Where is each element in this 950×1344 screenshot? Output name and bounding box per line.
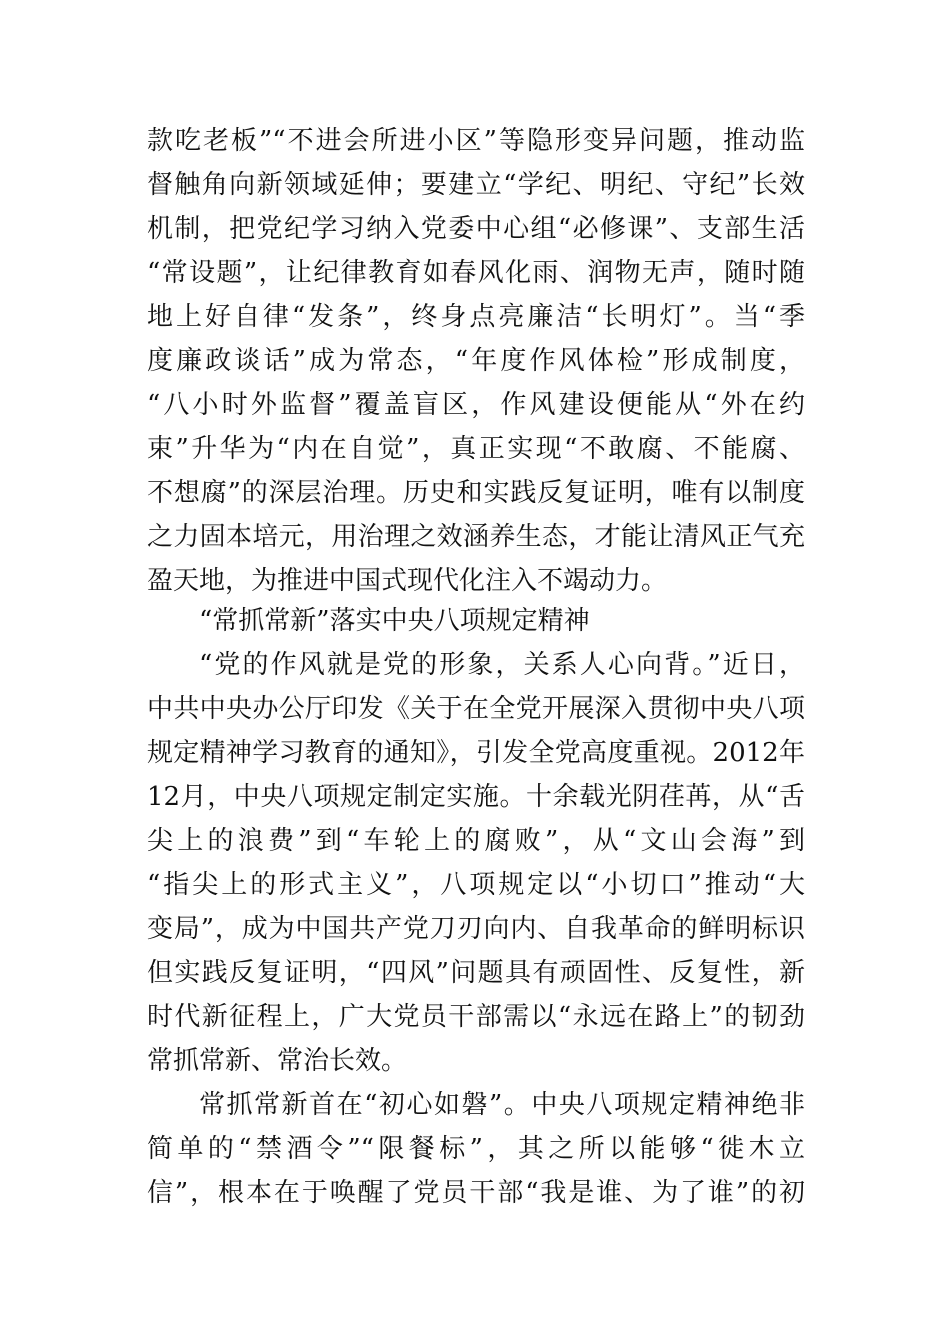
body-text-line: 简单的“禁酒令”“限餐标”，其之所以能够“徙木立 [147,1134,805,1164]
body-text-line: 12月，中央八项规定制定实施。十余载光阴荏苒，从“舌 [147,782,805,812]
body-text-line: 不想腐”的深层治理。历史和实践反复证明，唯有以制度 [147,478,805,508]
body-text-line: 之力固本培元，用治理之效涵养生态，才能让清风正气充 [147,522,805,552]
body-text-line: 规定精神学习教育的通知》，引发全党高度重视。2012年 [147,738,805,768]
body-text-line: 盈天地，为推进中国式现代化注入不竭动力。 [147,566,668,596]
body-text-line: 尖上的浪费”到“车轮上的腐败”，从“文山会海”到 [147,826,805,856]
section-heading: “常抓常新”落实中央八项规定精神 [199,606,590,636]
body-text-line: 款吃老板”“不进会所进小区”等隐形变异问题，推动监 [147,126,805,156]
body-text-line: 中共中央办公厅印发《关于在全党开展深入贯彻中央八项 [147,694,805,724]
body-text-line: 但实践反复证明，“四风”问题具有顽固性、反复性，新 [147,958,805,988]
body-text-line: “指尖上的形式主义”，八项规定以“小切口”推动“大 [147,870,805,900]
body-text-line: 度廉政谈话”成为常态，“年度作风体检”形成制度， [147,346,805,376]
body-text-line: 常抓常新、常治长效。 [147,1046,408,1076]
body-text-line: 机制，把党纪学习纳入党委中心组“必修课”、支部生活 [147,214,805,244]
body-text-line: 督触角向新领域延伸；要建立“学纪、明纪、守纪”长效 [147,170,805,200]
body-text-line: 地上好自律“发条”，终身点亮廉洁“长明灯”。当“季 [147,302,805,332]
body-text-line: 信”，根本在于唤醒了党员干部“我是谁、为了谁”的初 [147,1178,805,1208]
body-text-line: “八小时外监督”覆盖盲区，作风建设便能从“外在约 [147,390,805,420]
body-text-line: “党的作风就是党的形象，关系人心向背。”近日， [199,650,805,680]
body-text-line: 束”升华为“内在自觉”，真正实现“不敢腐、不能腐、 [147,434,805,464]
body-text-line: “常设题”，让纪律教育如春风化雨、润物无声，随时随 [147,258,805,288]
body-text-line: 时代新征程上，广大党员干部需以“永远在路上”的韧劲 [147,1002,805,1032]
body-text-line: 变局”，成为中国共产党刀刃向内、自我革命的鲜明标识 [147,914,805,944]
body-text-line: 常抓常新首在“初心如磐”。中央八项规定精神绝非 [199,1090,805,1120]
